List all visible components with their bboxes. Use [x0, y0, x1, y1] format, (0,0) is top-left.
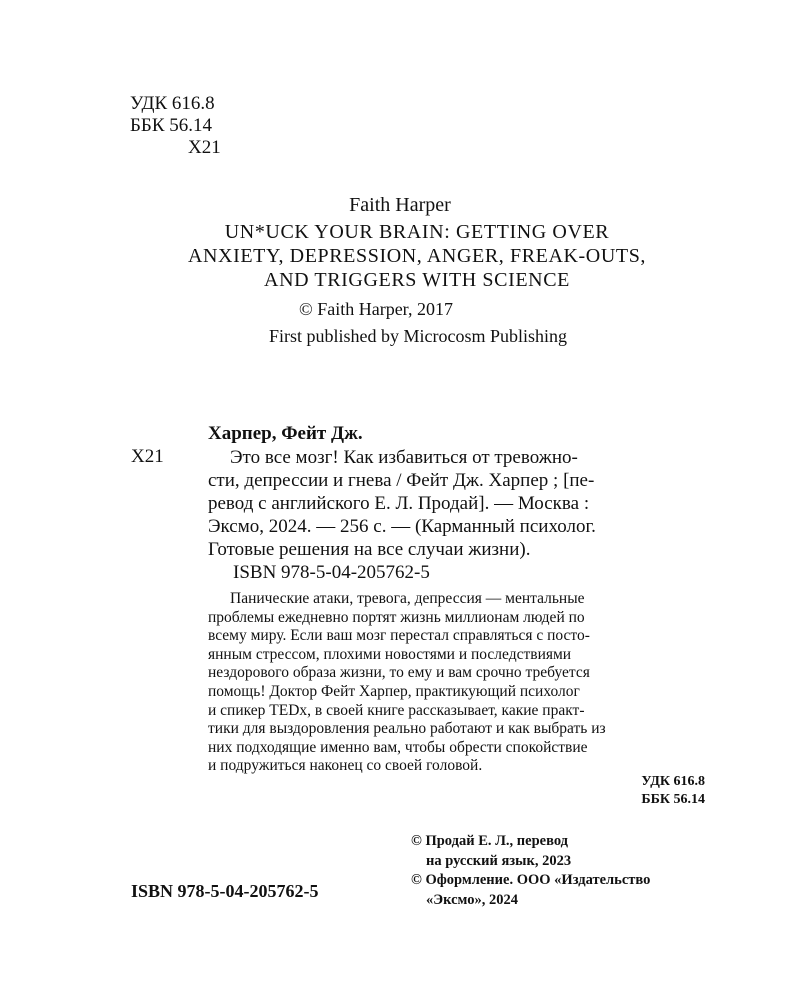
original-title — [0, 220, 800, 292]
annotation — [208, 590, 708, 776]
original-title-line: ANXIETY, DEPRESSION, ANGER, FREAK-OUTS, — [187, 245, 647, 267]
annotation-line: янным стрессом, плохими новостями и последствиями — [208, 645, 572, 663]
rights-line: «Эксмо», 2024 — [426, 891, 518, 908]
rights-line: на русский язык, 2023 — [426, 852, 572, 869]
biblio-line: Эксмо, 2024. — 256 с. — (Карманный психолог. — [208, 516, 596, 537]
original-title-line: AND TRIGGERS WITH SCIENCE — [264, 269, 570, 291]
original-title-line: UN*UCK YOUR BRAIN: GETTING OVER — [224, 221, 610, 243]
udk-code-right: УДК 616.8 — [641, 774, 705, 789]
annotation-line: и подружиться наконец со своей головой. — [208, 757, 483, 775]
classification-block — [130, 93, 221, 159]
udk-code: УДК 616.8 — [130, 93, 215, 114]
classification-codes-right — [641, 773, 705, 809]
bibliographic-description — [208, 446, 688, 561]
first-published-note: First published by Microcosm Publishing — [268, 326, 567, 346]
original-copyright: © Faith Harper, 2017 — [299, 299, 453, 319]
bbk-code: ББК 56.14 — [130, 115, 212, 136]
cutter-code: Х21 — [188, 137, 221, 158]
footer-isbn: ISBN 978-5-04-205762-5 — [131, 881, 319, 901]
biblio-line: Готовые решения на все случаи жизни). — [208, 539, 531, 560]
annotation-line: Панические атаки, тревога, депрессия — ментальные — [230, 590, 585, 607]
record-cutter: Х21 — [131, 446, 164, 467]
annotation-line: нездорового образа жизни, то ему и вам срочно требуется — [208, 664, 590, 682]
biblio-line: сти, депрессии и гнева / Фейт Дж. Харпер ; [пе- — [208, 470, 595, 491]
record-isbn: ISBN 978-5-04-205762-5 — [233, 562, 430, 583]
annotation-line: всему миру. Если ваш мозг перестал справляться с посто- — [208, 627, 590, 645]
annotation-line: тики для выздоровления реально работают и как выбрать из — [208, 720, 606, 738]
rights-line: © Продай Е. Л., перевод — [411, 833, 568, 849]
biblio-line: ревод с английского Е. Л. Продай]. — Москва : — [208, 493, 590, 514]
record-author: Харпер, Фейт Дж. — [208, 423, 363, 444]
biblio-line: Это все мозг! Как избавиться от тревожно- — [230, 447, 578, 468]
bbk-code-right: ББК 56.14 — [641, 792, 705, 807]
annotation-line: и спикер TEDx, в своей книге рассказывает, какие практ- — [208, 701, 585, 719]
original-author: Faith Harper — [349, 194, 451, 216]
annotation-line: проблемы ежедневно портят жизнь миллионам людей по — [208, 608, 585, 626]
rights-line: © Оформление. ООО «Издательство — [411, 872, 651, 888]
copyright-notices — [411, 832, 650, 910]
annotation-line: них подходящие именно вам, чтобы обрести спокойствие — [208, 738, 588, 756]
annotation-line: помощь! Доктор Фейт Харпер, практикующий психолог — [208, 682, 580, 700]
